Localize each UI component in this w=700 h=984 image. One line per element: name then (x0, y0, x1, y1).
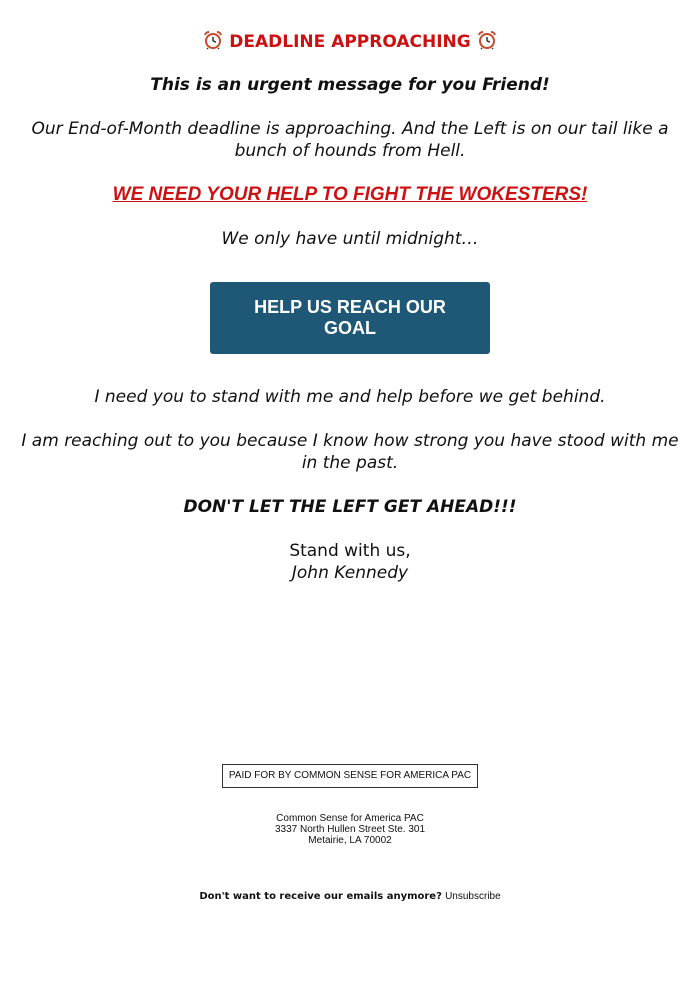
deadline-paragraph: Our End-of-Month deadline is approaching. And the Left is on our tail like a bunch of hounds from Hell. (31, 119, 669, 161)
signature: John Kennedy (291, 563, 409, 583)
address-line: 3337 North Hullen Street Ste. 301 (274, 824, 426, 835)
midnight-line: We only have until midnight… (221, 229, 479, 249)
address-line: Common Sense for America PAC (276, 813, 424, 824)
alarm-clock-icon (477, 30, 497, 50)
signoff: Stand with us, (289, 541, 411, 561)
paid-for-disclaimer: PAID FOR BY COMMON SENSE FOR AMERICA PAC (222, 764, 478, 788)
stand-with-me-line: I need you to stand with me and help before we get behind. (94, 387, 606, 407)
unsubscribe-row (0, 890, 700, 903)
headline-text: DEADLINE APPROACHING (229, 32, 471, 52)
urgent-message: This is an urgent message for you Friend! (150, 75, 550, 95)
help-reach-goal-button[interactable]: HELP US REACH OUR GOAL (210, 282, 490, 354)
address-line: Metairie, LA 70002 (308, 835, 392, 846)
unsubscribe-question: Don't want to receive our emails anymore? (199, 891, 442, 902)
alarm-clock-icon (203, 30, 223, 50)
headline (0, 30, 700, 53)
unsubscribe-link[interactable]: Unsubscribe (445, 891, 501, 902)
dont-let-left-line: DON'T LET THE LEFT GET AHEAD!!! (183, 497, 517, 517)
footer-address (0, 813, 700, 846)
cta-link-text[interactable]: WE NEED YOUR HELP TO FIGHT THE WOKESTERS! (112, 184, 588, 205)
reaching-out-paragraph: I am reaching out to you because I know how strong you have stood with me in the past. (21, 431, 679, 473)
